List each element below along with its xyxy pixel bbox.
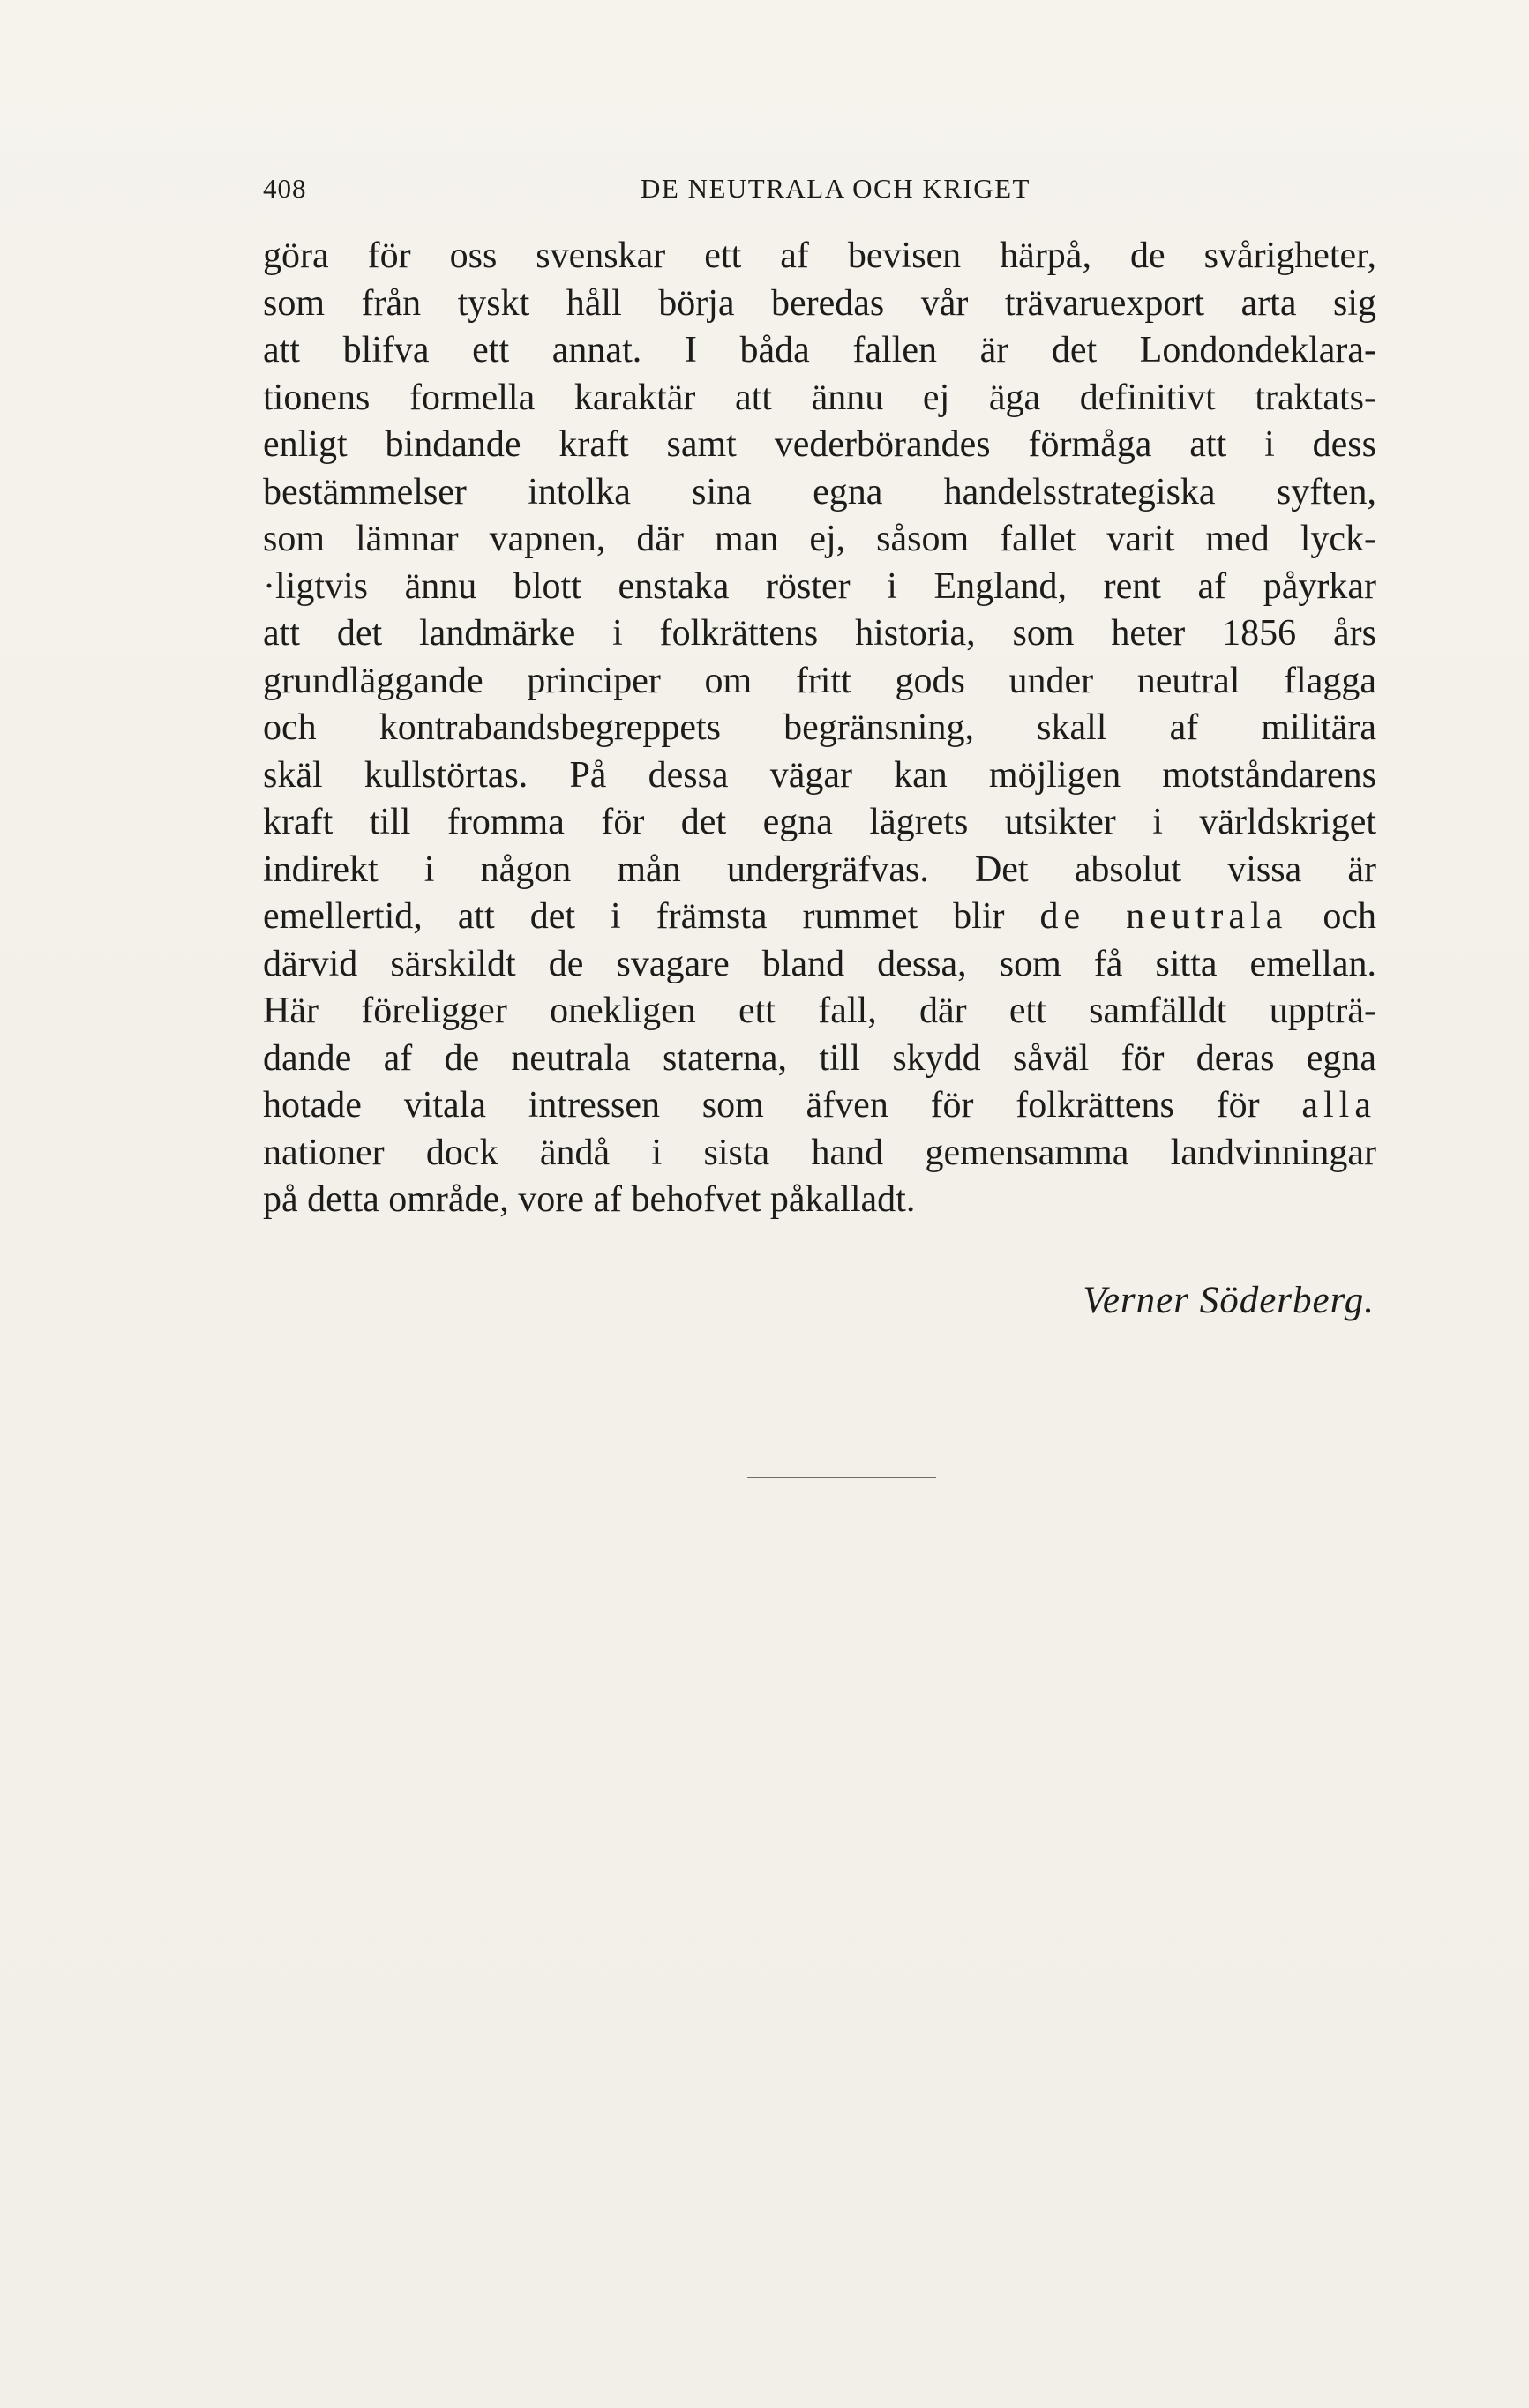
text-line: som från tyskt håll börja beredas vår trävaruexport arta sig: [263, 282, 1376, 324]
text-line: [263, 1082, 1376, 1130]
running-title: DE NEUTRALA OCH KRIGET: [641, 173, 1031, 204]
text-line: att blifva ett annat. I båda fallen är det Londondeklara-: [263, 330, 1376, 370]
text-line: kraft till fromma för det egna lägrets utsikter i världskriget: [263, 802, 1376, 842]
page-number: 408: [263, 173, 307, 204]
text-line: som lämnar vapnen, där man ej, såsom fallet varit med lyck-: [263, 519, 1376, 559]
emphasized-text: alla: [1301, 1085, 1376, 1125]
text-line: bestämmelser intolka sina egna handelsstrategiska syften,: [263, 471, 1376, 512]
text-line: enligt bindande kraft samt vederbörandes förmåga att i dess: [263, 424, 1376, 465]
text-segment: emellertid, att det i främsta rummet blir: [263, 896, 1040, 937]
text-line: därvid särskildt de svagare bland dessa, som få sitta emellan.: [263, 943, 1376, 984]
text-line: nationer dock ändå i sista hand gemensamma landvinningar: [263, 1132, 1376, 1173]
author-signature: Verner Söderberg.: [1083, 1280, 1375, 1321]
text-line: på detta område, vore af behofvet påkalladt.: [263, 1179, 916, 1220]
emphasized-text: de neutrala: [1039, 896, 1288, 937]
body-text: [263, 233, 1376, 1224]
text-line: grundläggande principer om fritt gods under neutral flagga: [263, 660, 1376, 701]
text-line: tionens formella karaktär att ännu ej äga definitivt traktats-: [263, 377, 1376, 418]
text-line: indirekt i någon mån undergräfvas. Det absolut vissa är: [263, 849, 1376, 890]
text-line: dande af de neutrala staterna, till skydd såväl för deras egna: [263, 1037, 1376, 1079]
text-segment: hotade vitala intressen som äfven för folkrättens för: [263, 1085, 1302, 1125]
page-header: [263, 173, 1373, 217]
text-line: Här föreligger onekligen ett fall, där ett samfälldt uppträ-: [263, 991, 1376, 1031]
text-line: att det landmärke i folkrättens historia, som heter 1856 års: [263, 613, 1376, 654]
text-line: skäl kullstörtas. På dessa vägar kan möjligen motståndarens: [263, 754, 1376, 796]
text-line: ·ligtvis ännu blott enstaka röster i England, rent af påyrkar: [263, 565, 1376, 607]
closing-rule: [747, 1477, 936, 1478]
text-line: [263, 894, 1376, 941]
text-segment: och: [1287, 896, 1376, 937]
text-line: och kontrabandsbegreppets begränsning, skall af militära: [263, 707, 1376, 748]
text-line: göra för oss svenskar ett af bevisen härpå, de svårigheter,: [263, 236, 1376, 276]
